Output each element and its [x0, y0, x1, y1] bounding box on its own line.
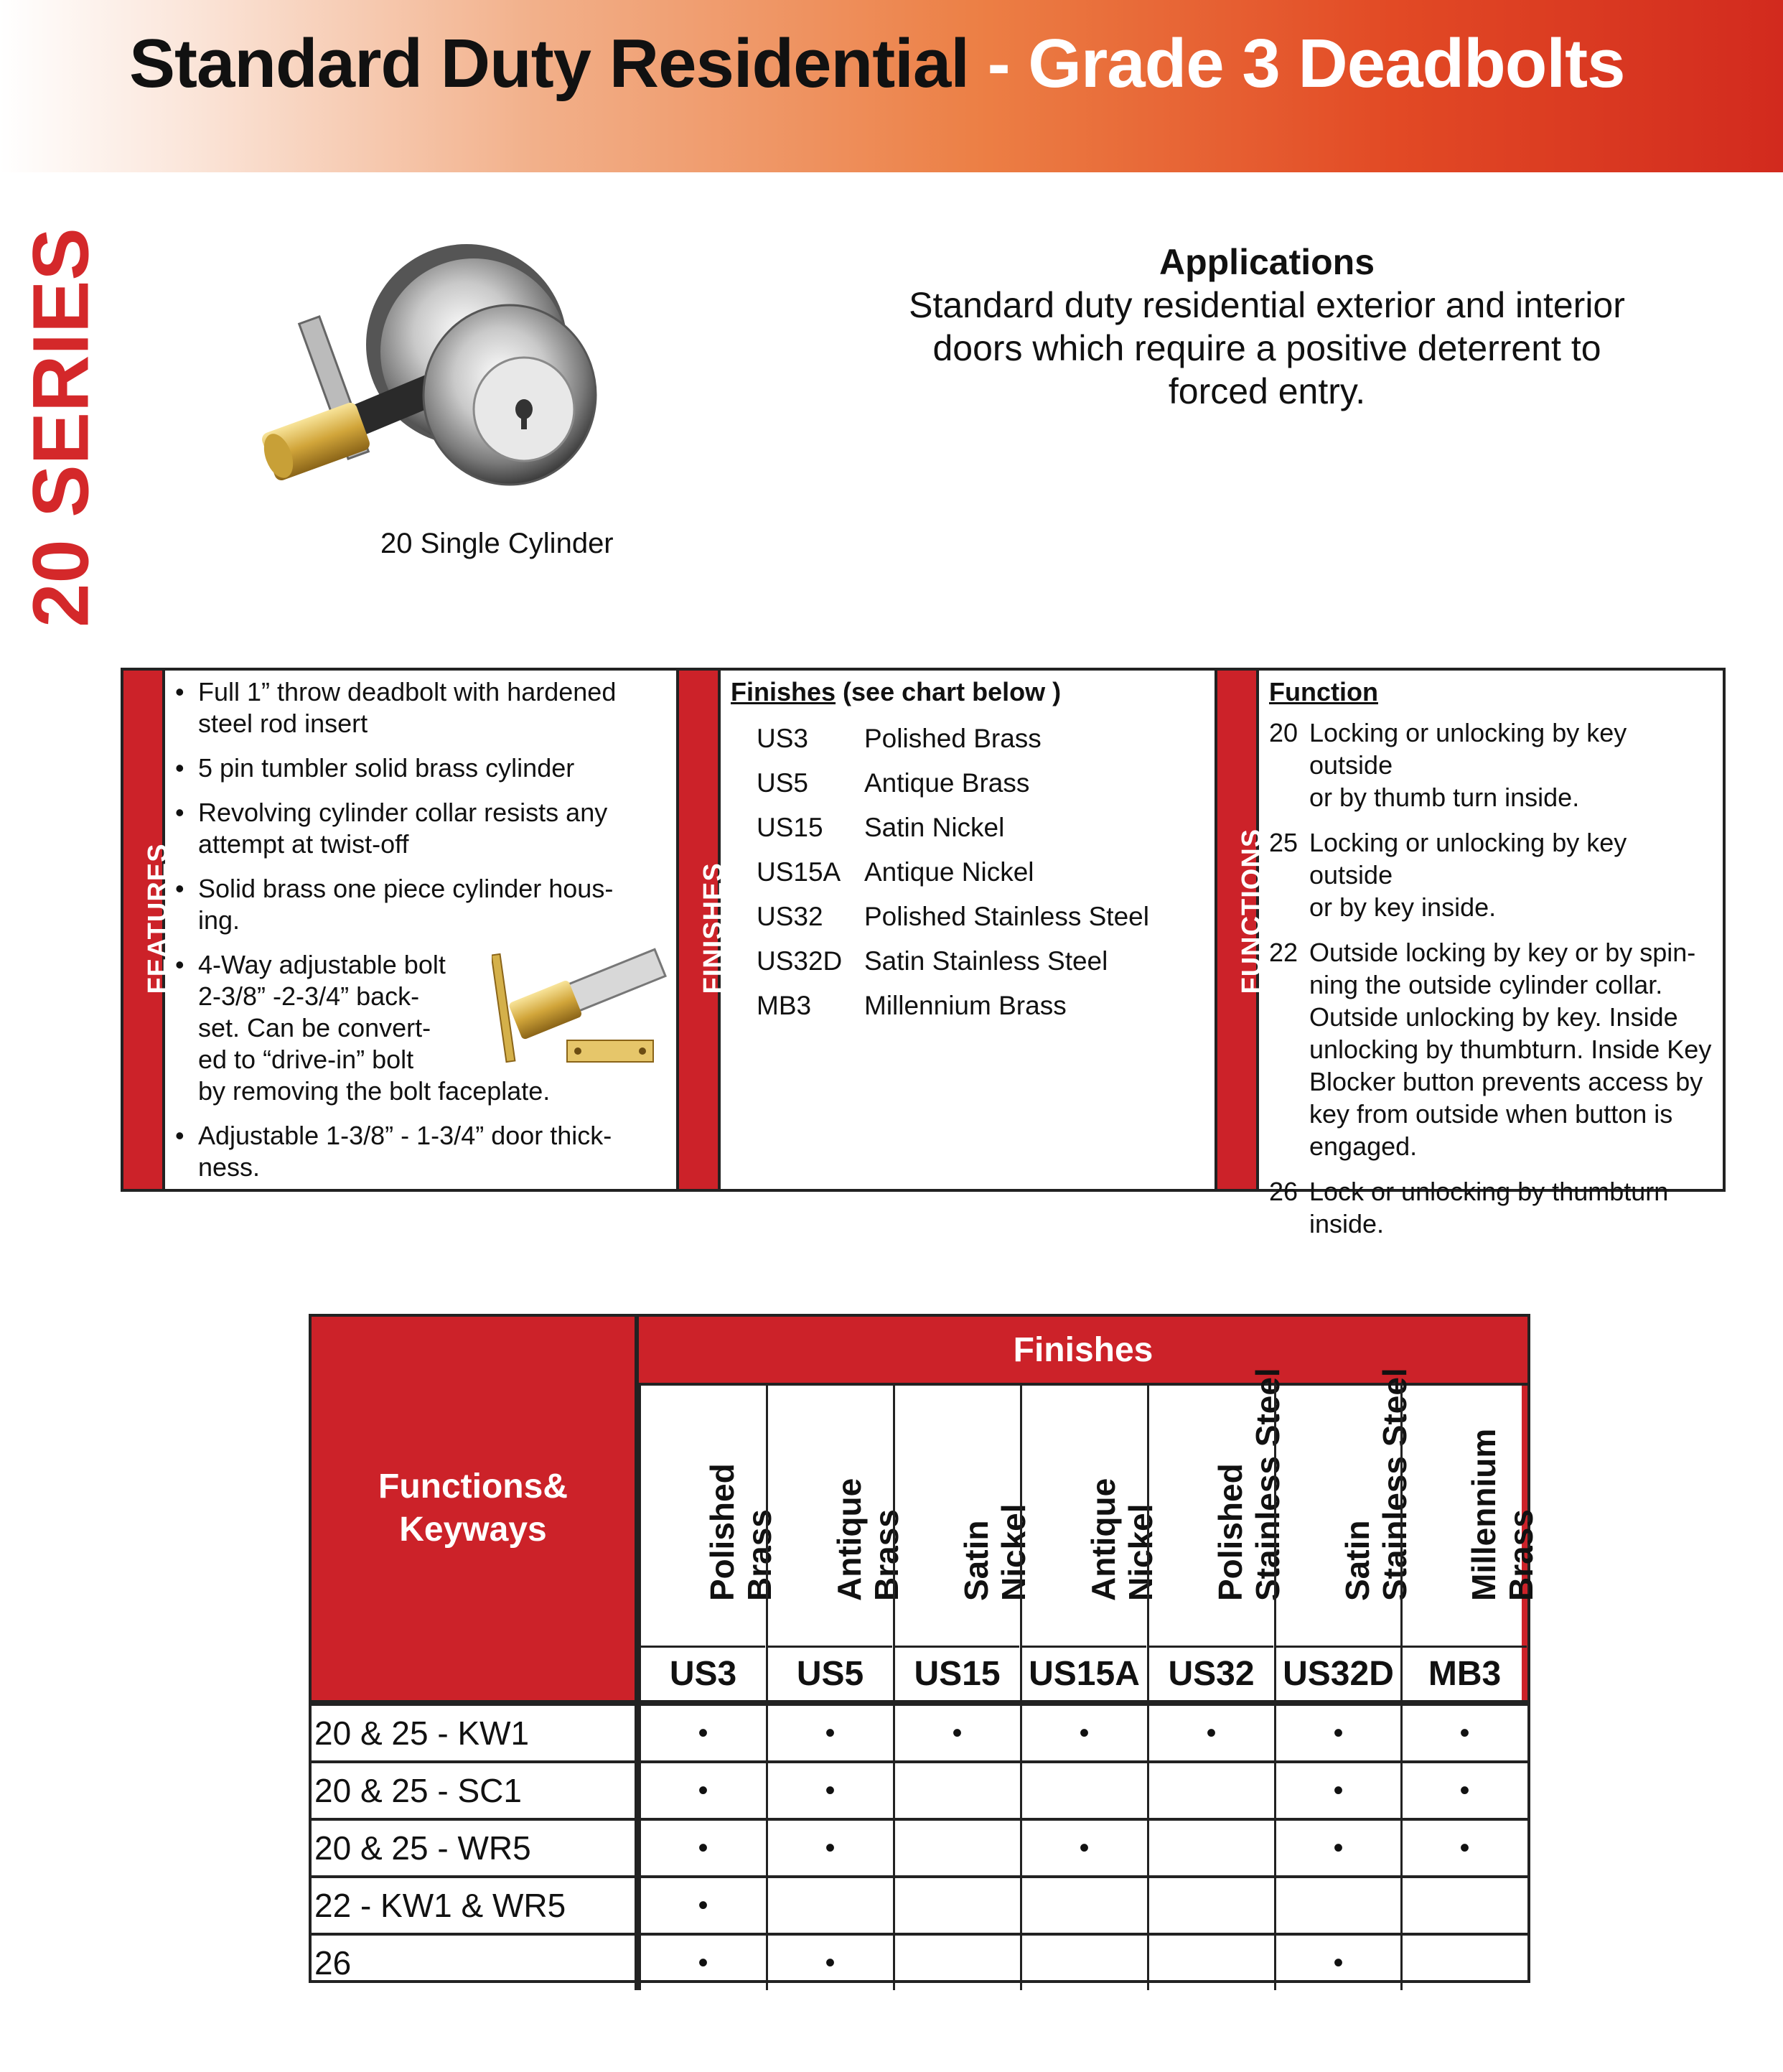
finishes-table	[309, 1314, 1540, 1983]
table-cell	[1020, 1706, 1146, 1760]
corner-line-2: Keyways	[399, 1511, 547, 1549]
finish-code: US15A	[757, 857, 841, 887]
finish-column-name-line: Antique	[1084, 1478, 1122, 1601]
feature-line: • 5 pin tumbler solid brass cylinder	[198, 753, 575, 783]
features-list	[175, 676, 666, 1183]
finish-name: Polished Stainless Steel	[864, 902, 1149, 931]
finish-code: US3	[757, 724, 808, 753]
finish-column-name-line: Nickel	[994, 1503, 1032, 1601]
feature-line: set. Can be convert-	[198, 1013, 431, 1042]
applications-block	[861, 241, 1672, 413]
function-line: Outside unlocking by key. Inside	[1309, 1002, 1678, 1032]
finish-code: MB3	[757, 991, 812, 1020]
finish-column-name-line: Nickel	[1121, 1503, 1159, 1601]
finish-column-name-line: Brass	[740, 1509, 778, 1601]
table-cell	[766, 1878, 892, 1933]
corner-line-1: Functions&	[378, 1467, 568, 1506]
title-main: Standard Duty Residential	[129, 25, 969, 102]
table-cell	[1274, 1936, 1400, 1990]
table-cell	[1020, 1763, 1146, 1818]
finish-code: US5	[757, 768, 808, 798]
finish-column-name-line: Brass	[867, 1509, 905, 1601]
finish-column-code: US3	[639, 1646, 765, 1700]
table-row	[312, 1821, 1527, 1875]
finish-column-header	[1274, 1368, 1413, 1646]
finish-column-name-line: Satin	[957, 1520, 995, 1601]
feature-line: • 4-Way adjustable bolt	[198, 950, 446, 979]
finish-column-header	[893, 1386, 1032, 1646]
function-line: or by key inside.	[1309, 892, 1497, 922]
feature-line: ing.	[198, 905, 240, 935]
function-item	[1269, 936, 1713, 1162]
finishes-content	[721, 671, 1215, 1189]
product-caption: 20 Single Cylinder	[380, 528, 614, 559]
function-line: engaged.	[1309, 1131, 1418, 1161]
specs-box	[121, 668, 1726, 1238]
finish-column-code: US15	[893, 1646, 1019, 1700]
finish-column-code: US5	[766, 1646, 892, 1700]
finish-column-name-line: Polished	[703, 1463, 741, 1601]
finish-column-code: US32	[1147, 1646, 1273, 1700]
table-cell	[1400, 1936, 1527, 1990]
table-row	[312, 1878, 1527, 1933]
table-row	[312, 1936, 1527, 1990]
finishes-heading	[731, 676, 1204, 708]
table-cell	[1400, 1821, 1527, 1875]
function-number: 20	[1269, 718, 1298, 747]
feature-item	[175, 873, 666, 936]
function-item	[1269, 717, 1713, 813]
table-corner-header	[312, 1317, 639, 1700]
finish-code: US32	[757, 902, 823, 931]
table-cell	[1400, 1706, 1527, 1760]
function-line: or by thumb turn inside.	[1309, 783, 1580, 812]
finish-column-name-line: Satin	[1338, 1520, 1376, 1601]
table-cell	[639, 1936, 765, 1990]
availability-dot-icon: •	[825, 1831, 836, 1864]
finish-item	[731, 939, 1204, 984]
availability-dot-icon: •	[952, 1717, 963, 1749]
table-row	[312, 1706, 1527, 1760]
applications-heading: Applications	[1159, 242, 1375, 282]
finish-column-code: MB3	[1400, 1646, 1527, 1700]
availability-dot-icon: •	[698, 1774, 708, 1806]
table-cell	[1147, 1878, 1273, 1933]
table-cell	[1147, 1706, 1273, 1760]
functions-tab-label: FUNCTIONS	[1237, 828, 1267, 994]
features-content	[165, 671, 676, 1189]
table-cell	[1147, 1936, 1273, 1990]
table-cell	[766, 1763, 892, 1818]
function-line: Locking or unlocking by key outside	[1309, 828, 1627, 890]
feature-line: 2-3/8” -2-3/4” back-	[198, 981, 420, 1011]
finishes-panel	[676, 671, 1215, 1189]
features-tab-label: FEATURES	[143, 843, 173, 994]
page-title	[129, 24, 1624, 103]
latch-bolt-image	[492, 947, 671, 1065]
features-tab	[123, 671, 173, 1189]
finish-column-name-line: Millennium	[1464, 1428, 1502, 1601]
finish-item	[731, 717, 1204, 761]
finish-column-code: US32D	[1274, 1646, 1400, 1700]
table-cell	[1274, 1821, 1400, 1875]
availability-dot-icon: •	[825, 1774, 836, 1806]
finish-column-name-line: Brass	[1502, 1509, 1540, 1601]
availability-dot-icon: •	[698, 1889, 708, 1921]
function-description	[1309, 1175, 1668, 1240]
finish-column-name-line: Stainless Steel	[1375, 1368, 1413, 1601]
finish-item	[731, 850, 1204, 895]
availability-dot-icon: •	[1079, 1831, 1090, 1864]
function-number: 26	[1269, 1177, 1298, 1206]
feature-line: ness.	[198, 1152, 261, 1182]
function-line: Locking or unlocking by key outside	[1309, 718, 1627, 780]
finish-column-code: US15A	[1020, 1646, 1146, 1700]
functions-heading-link: Function	[1269, 677, 1378, 706]
availability-dot-icon: •	[698, 1946, 708, 1979]
availability-dot-icon: •	[1333, 1774, 1344, 1806]
functions-list	[1269, 717, 1713, 1240]
deadbolt-product-image	[258, 237, 632, 524]
function-line: Lock or unlocking by thumbturn	[1309, 1177, 1669, 1206]
finish-name: Polished Brass	[864, 724, 1042, 753]
features-panel	[123, 671, 676, 1189]
table-cell	[1400, 1878, 1527, 1933]
finish-column-name-line: Antique	[830, 1478, 868, 1601]
finish-item	[731, 806, 1204, 850]
function-item	[1269, 1175, 1713, 1240]
finish-name: Antique Brass	[864, 768, 1030, 798]
functions-heading	[1269, 676, 1713, 708]
table-cell	[639, 1821, 765, 1875]
feature-line: ed to “drive-in” bolt	[198, 1045, 414, 1074]
finishes-heading-link: Finishes	[731, 677, 836, 706]
table-cell	[1274, 1706, 1400, 1760]
availability-dot-icon: •	[825, 1946, 836, 1979]
feature-line: • Adjustable 1-3/8” - 1-3/4” door thick-	[198, 1121, 612, 1150]
function-number: 25	[1269, 828, 1298, 857]
table-cell	[639, 1878, 765, 1933]
row-label: 20 & 25 - SC1	[312, 1763, 639, 1818]
table-cell	[1274, 1763, 1400, 1818]
finish-name: Satin Stainless Steel	[864, 946, 1108, 976]
header-divider	[312, 1700, 1527, 1706]
function-line: Blocker button prevents access by	[1309, 1067, 1703, 1096]
feature-line: attempt at twist-off	[198, 829, 409, 859]
function-description	[1309, 936, 1711, 1162]
finish-item	[731, 761, 1204, 806]
feature-line: • Solid brass one piece cylinder hous-	[198, 874, 614, 903]
table-cell	[766, 1706, 892, 1760]
functions-panel	[1215, 671, 1723, 1238]
feature-line: steel rod insert	[198, 709, 368, 738]
table-cell	[1020, 1936, 1146, 1990]
availability-dot-icon: •	[1459, 1717, 1470, 1749]
table-cell	[893, 1878, 1019, 1933]
function-number: 22	[1269, 938, 1298, 967]
function-line: Outside locking by key or by spin-	[1309, 938, 1696, 967]
feature-item	[175, 676, 666, 739]
function-line: key from outside when button is	[1309, 1099, 1673, 1129]
feature-line: • Full 1” throw deadbolt with hardened	[198, 677, 617, 706]
function-description	[1309, 717, 1713, 813]
availability-dot-icon: •	[698, 1717, 708, 1749]
table-cell	[1400, 1763, 1527, 1818]
finish-item	[731, 895, 1204, 939]
feature-item	[175, 1120, 666, 1183]
applications-line-3: forced entry.	[1168, 371, 1366, 411]
table-cell	[893, 1706, 1019, 1760]
finishes-heading-rest: (see chart below )	[836, 677, 1062, 706]
finishes-column-group-header: Finishes	[639, 1317, 1527, 1386]
table-cell	[766, 1821, 892, 1875]
finish-column-name	[1465, 1429, 1540, 1601]
table-cell	[639, 1763, 765, 1818]
table-cell	[1147, 1763, 1273, 1818]
title-accent: - Grade 3 Deadbolts	[987, 25, 1625, 102]
table-cell	[766, 1936, 892, 1990]
table-cell	[893, 1821, 1019, 1875]
finish-name: Antique Nickel	[864, 857, 1034, 887]
finishes-tab-label: FINISHES	[698, 862, 729, 994]
finish-column-header	[1147, 1368, 1286, 1646]
availability-dot-icon: •	[1459, 1831, 1470, 1864]
table-cell	[893, 1763, 1019, 1818]
row-label: 20 & 25 - KW1	[312, 1706, 639, 1760]
availability-dot-icon: •	[825, 1717, 836, 1749]
row-label: 22 - KW1 & WR5	[312, 1878, 639, 1933]
applications-line-1: Standard duty residential exterior and interior	[909, 285, 1625, 325]
table-cell	[639, 1706, 765, 1760]
finishes-tab	[679, 671, 729, 1189]
functions-content	[1259, 671, 1723, 1238]
series-text: 20 SERIES	[17, 227, 106, 627]
function-item	[1269, 826, 1713, 923]
finish-column-name-line: Polished	[1211, 1463, 1249, 1601]
table-cell	[1147, 1821, 1273, 1875]
availability-dot-icon: •	[1333, 1946, 1344, 1979]
feature-line: by removing the bolt faceplate.	[198, 1076, 551, 1106]
feature-item	[175, 752, 666, 784]
row-label: 20 & 25 - WR5	[312, 1821, 639, 1875]
finish-item	[731, 984, 1204, 1028]
table-cell	[1020, 1878, 1146, 1933]
availability-dot-icon: •	[1459, 1774, 1470, 1806]
table-row	[312, 1763, 1527, 1818]
finishes-list	[731, 717, 1204, 1028]
row-label: 26	[312, 1936, 639, 1990]
finish-name: Satin Nickel	[864, 813, 1005, 842]
availability-dot-icon: •	[1333, 1717, 1344, 1749]
function-line: unlocking by thumbturn. Inside Key	[1309, 1035, 1712, 1064]
applications-line-2: doors which require a positive deterrent to	[932, 328, 1601, 368]
availability-dot-icon: •	[1333, 1831, 1344, 1864]
finish-code: US15	[757, 813, 823, 842]
availability-dot-icon: •	[698, 1831, 708, 1864]
finish-column-header	[766, 1386, 905, 1646]
function-line: inside.	[1309, 1209, 1385, 1238]
finish-column-name-line: Stainless Steel	[1248, 1368, 1286, 1601]
table-cell	[893, 1936, 1019, 1990]
finish-code: US32D	[757, 946, 843, 976]
series-label	[14, 227, 108, 627]
feature-line: • Revolving cylinder collar resists any	[198, 798, 608, 827]
functions-tab	[1217, 671, 1267, 1189]
function-description	[1309, 826, 1713, 923]
function-line: ning the outside cylinder collar.	[1309, 970, 1663, 999]
table-cell	[1274, 1878, 1400, 1933]
feature-item	[175, 797, 666, 860]
finish-column-header	[1020, 1386, 1159, 1646]
finish-name: Millennium Brass	[864, 991, 1067, 1020]
availability-dot-icon: •	[1079, 1717, 1090, 1749]
table-cell	[1020, 1821, 1146, 1875]
availability-dot-icon: •	[1206, 1717, 1217, 1749]
finish-column-header	[639, 1386, 778, 1646]
finish-column-header	[1400, 1386, 1540, 1646]
